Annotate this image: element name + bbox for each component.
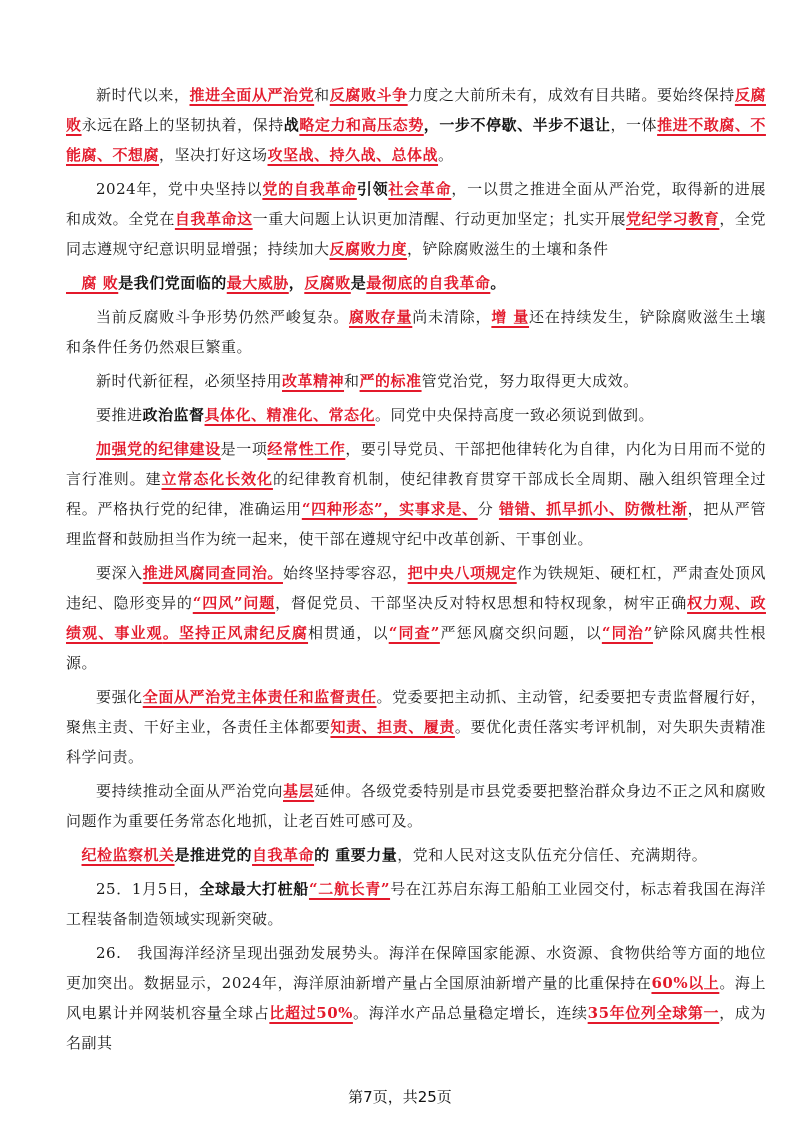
highlighted-keyword: 推进风腐同查同治。 — [142, 564, 283, 582]
page-number-footer — [0, 1086, 800, 1107]
highlighted-keyword: 推进全面从严治党 — [189, 86, 315, 104]
highlighted-keyword: 腐 败 — [66, 274, 119, 292]
highlighted-keyword: 全面从严治党主体责任和监督责任 — [142, 688, 377, 706]
body-text: ，要引导党员、干部把他律转化为自律，内化为日用而不觉的言行准则。建 — [66, 440, 766, 488]
body-text: 的纪律教育机制，使纪律教育贯穿干部成长全周期、融入组织管理全过程。严格执行党的纪律，准确运用 — [66, 470, 766, 518]
document-body — [66, 80, 766, 1062]
body-text: 。海上风电累计并网装机容量全球占 — [66, 974, 766, 1022]
highlighted-keyword: 严的标准 — [359, 372, 422, 390]
highlighted-keyword: “二航长青” — [308, 880, 391, 898]
body-text: 。 — [438, 146, 454, 164]
paragraph — [66, 874, 766, 934]
highlighted-keyword: 经常性工作 — [267, 440, 346, 458]
bold-text: 全球最大打桩船 — [199, 880, 309, 898]
highlighted-keyword: “同查” — [388, 624, 440, 642]
highlighted-keyword: 反腐败力度 — [329, 240, 408, 258]
highlighted-keyword: 改革精神 — [282, 372, 345, 390]
body-text: 当前反腐败斗争形势仍然严峻复杂。 — [96, 308, 350, 326]
body-text: ，成为名副其 — [66, 1004, 766, 1052]
bold-text: 政治监督 — [142, 406, 205, 424]
body-text: ，一体 — [610, 116, 658, 134]
body-text: 。党委要把主动抓、主动管，纪委要把专责监督履行好，聚焦主责、干好主业，各责任主体都要 — [66, 688, 766, 736]
body-text: 。海洋水产品总量稳定增长，连续 — [352, 1004, 588, 1022]
highlighted-keyword: 60%以上 — [651, 974, 720, 992]
body-text: 始终坚持零容忍， — [282, 564, 408, 582]
bold-text: 是 — [350, 274, 367, 292]
body-text: 一重大问题上认识更加清醒、行动更加坚定；扎实开展 — [252, 210, 626, 228]
highlighted-keyword: 增 量 — [491, 308, 530, 326]
highlighted-keyword: 最大威胁 — [226, 274, 289, 292]
highlighted-keyword: 自我革命 — [252, 846, 315, 864]
body-text: 是一项 — [220, 440, 268, 458]
paragraph — [66, 776, 766, 836]
highlighted-keyword: 最彻底的自我革命 — [366, 274, 491, 292]
body-text: 。同党中央保持高度一致必须说到做到。 — [375, 406, 655, 424]
highlighted-keyword: 权力观、政绩观、事业观 — [66, 594, 766, 642]
body-text: 力度之大前所未有，成效有目共睹。要始终保持 — [407, 86, 735, 104]
highlighted-keyword: 错错、抓早抓小、防微杜渐 — [498, 500, 688, 518]
body-text: ，坚决打好这场 — [159, 146, 268, 164]
highlighted-keyword: 知责、担责、履责 — [330, 718, 455, 736]
body-text: ，铲除腐败滋生的土壤和条件 — [407, 240, 609, 258]
highlighted-keyword: 把中央八项规定 — [407, 564, 517, 582]
paragraph — [66, 558, 766, 678]
paragraph — [66, 268, 766, 298]
body-text: 永远在路上的坚韧执着，保持 — [81, 116, 284, 134]
paragraph — [66, 682, 766, 772]
body-text: 号在江苏启东海工船舶工业园交付，标志着我国在海洋工程装备制造领域实现新突破。 — [66, 880, 766, 928]
bold-text: 。 — [490, 274, 506, 292]
body-text: 铲除风腐共性根源。 — [66, 624, 766, 672]
body-text: 相贯通，以 — [308, 624, 389, 642]
body-text: 。要优化责任落实考评机制，对失职失责精准科学问责。 — [66, 718, 766, 766]
paragraph — [66, 938, 766, 1058]
highlighted-keyword: 比超过50% — [269, 1004, 353, 1022]
body-text: 25．1月5日， — [96, 880, 200, 898]
highlighted-keyword: 推进不敢腐、不能腐、不想腐 — [66, 116, 766, 164]
highlighted-keyword: 攻坚战、持久战、总体战 — [267, 146, 439, 164]
body-text: 新时代以来， — [96, 86, 190, 104]
highlighted-keyword: 立常态化长效化 — [161, 470, 273, 488]
highlighted-keyword: 基层 — [283, 782, 315, 800]
paragraph — [66, 840, 766, 870]
bold-text: 的 重要力量 — [314, 846, 398, 864]
body-text: 管党治党，努力取得更大成效。 — [421, 372, 639, 390]
body-text: 要强化 — [96, 688, 143, 706]
bold-text: 是推进党的 — [174, 846, 253, 864]
page-number-label: 第7页，共25页 — [348, 1088, 452, 1106]
body-text: 26. 我国海洋经济呈现出强劲发展势头。海洋在保障国家能源、水资源、食物供给等方面的地位更加突出。数据显示，2024年，海洋原油新增产量占全国原油新增产量的比重保持在 — [66, 944, 766, 992]
body-text: ，把从严管理监督和鼓励担当作为统一起来，使干部在遵规守纪中改革创新、干事创业。 — [66, 500, 766, 548]
paragraph — [66, 434, 766, 554]
body-text: 新时代新征程，必须坚持用 — [96, 372, 283, 390]
highlighted-keyword: 腐败存量 — [349, 308, 413, 326]
paragraph — [66, 80, 766, 170]
bold-text: ，一步不停歇、半步不退让 — [423, 116, 611, 134]
body-text: 严惩风腐交织问题，以 — [439, 624, 602, 642]
highlighted-keyword: 反腐败斗争 — [329, 86, 408, 104]
paragraph — [66, 366, 766, 396]
body-text: 作为铁规矩、硬杠杠，严肃查处顶风违纪、隐形变异的 — [66, 564, 766, 612]
body-text: 和 — [314, 86, 330, 104]
paragraph — [66, 302, 766, 362]
body-text: 和 — [344, 372, 360, 390]
body-text: 2024年，党中央坚持以 — [96, 180, 263, 198]
body-text: 要持续推动全面从严治党向 — [96, 782, 283, 800]
highlighted-keyword: “四种形态”，实事求是、 — [301, 500, 478, 518]
paragraph — [66, 400, 766, 430]
highlighted-keyword: 35年位列全球第一 — [587, 1004, 720, 1022]
highlighted-keyword: 反腐败 — [304, 274, 351, 292]
highlighted-keyword: 具体化、精准化、常态化 — [204, 406, 376, 424]
highlighted-keyword: 党的自我革命 — [262, 180, 357, 198]
body-text: 延伸。各级党委特别是市县党委要把整治群众身边不正之风和腐败问题作为重要任务常态化地抓，让老百姓可感可及。 — [66, 782, 766, 830]
body-text: 尚未清除， — [412, 308, 492, 326]
highlighted-keyword: “同治” — [601, 624, 654, 642]
highlighted-keyword: “四风”问题 — [192, 594, 276, 612]
highlighted-keyword: 党纪学习教育 — [626, 210, 720, 228]
highlighted-keyword: 略定力和高压态势 — [299, 116, 424, 134]
body-text: 还在持续发生，铲除腐败滋生土壤和条件任务仍然艰巨繁重。 — [66, 308, 766, 356]
bold-text: 引领 — [356, 180, 389, 198]
highlighted-keyword: 。坚持正风肃纪反腐 — [162, 624, 309, 642]
body-text: ，督促党员、干部坚决反对特权思想和特权现象，树牢正确 — [275, 594, 688, 612]
highlighted-keyword: 加强党的纪律建设 — [96, 440, 221, 458]
body-text — [66, 846, 82, 864]
body-text: 分 — [477, 500, 499, 518]
body-text: 要深入 — [96, 564, 143, 582]
body-text: ，全党同志遵规守纪意识明显增强；持续加大 — [66, 210, 766, 258]
highlighted-keyword: 纪检监察机关 — [81, 846, 175, 864]
body-text: ，一以贯之推进全面从严治党，取得新的进展和成效。全党在 — [66, 180, 766, 228]
body-text: ，党和人民对这支队伍充分信任、充满期待。 — [397, 846, 708, 864]
highlighted-keyword: 反腐败 — [66, 86, 766, 134]
bold-text: 战 — [283, 116, 300, 134]
highlighted-keyword: 社会革命 — [388, 180, 452, 198]
body-text: 要推进 — [96, 406, 143, 424]
bold-text: 是我们党面临的 — [118, 274, 227, 292]
bold-text: ， — [288, 274, 305, 292]
paragraph — [66, 174, 766, 264]
highlighted-keyword: 自我革命这 — [174, 210, 253, 228]
